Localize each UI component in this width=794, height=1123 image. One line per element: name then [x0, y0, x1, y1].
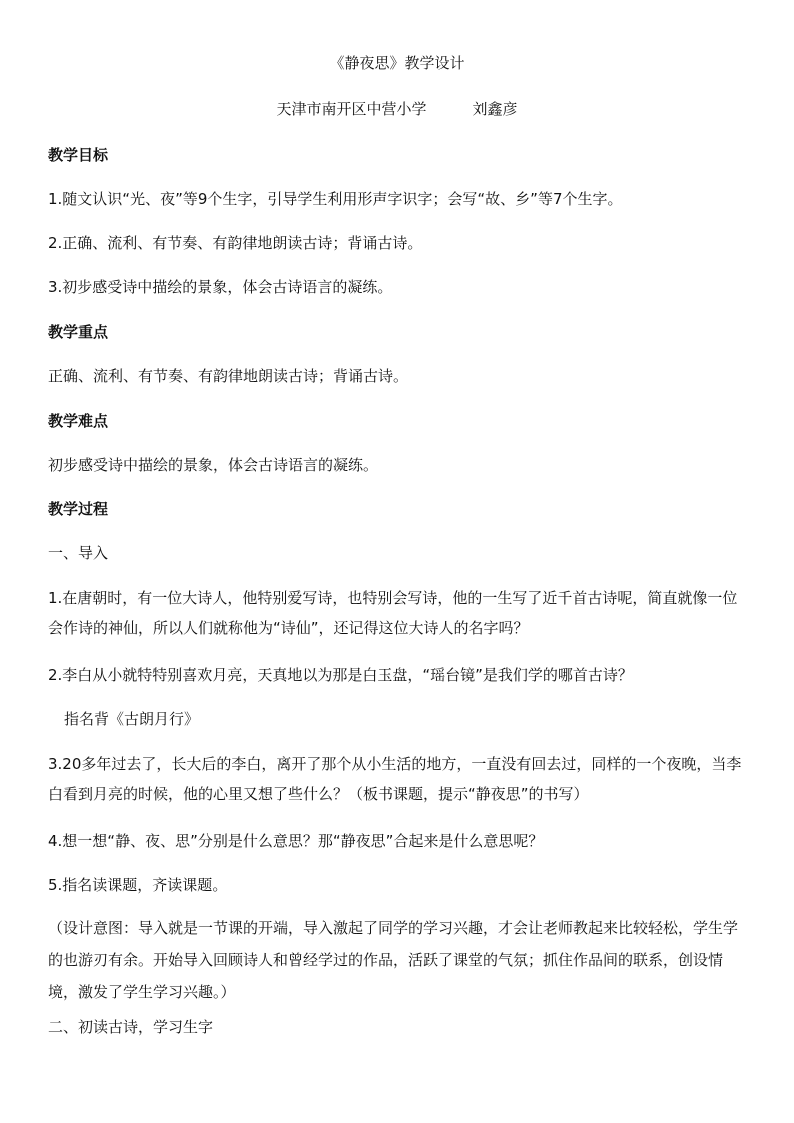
key-points-heading: 教学重点 — [48, 323, 109, 341]
process-step-5: 5.指名读课题，齐读课题。 — [48, 876, 228, 894]
difficulties-heading: 教学难点 — [48, 412, 109, 430]
key-points-text: 正确、流利、有节奏、有韵律地朗读古诗；背诵古诗。 — [48, 367, 409, 385]
difficulties-text: 初步感受诗中描绘的景象，体会古诗语言的凝练。 — [48, 456, 379, 474]
part1-title: 一、导入 — [48, 544, 109, 562]
author-line — [0, 99, 794, 119]
goal-item-3: 3.初步感受诗中描绘的景象，体会古诗语言的凝练。 — [48, 278, 393, 296]
document-title: 《静夜思》教学设计 — [329, 54, 465, 72]
process-step-4: 4.想一想“静、夜、思”分别是什么意思？那“静夜思”合起来是什么意思呢？ — [48, 832, 544, 850]
part2-title: 二、初读古诗，学习生字 — [48, 1018, 214, 1036]
school-name: 天津市南开区中营小学 — [276, 100, 427, 118]
goal-item-2: 2.正确、流利、有节奏、有韵律地朗读古诗；背诵古诗。 — [48, 234, 423, 252]
process-step-1: 1.在唐朝时，有一位大诗人，他特别爱写诗，也特别会写诗，他的一生写了近千首古诗呢，简直就像一位会作诗的神仙，所以人们就称他为“诗仙”，还记得这位大诗人的名字吗？ — [48, 589, 738, 637]
goal-item-1: 1.随文认识“光、夜”等9个生字，引导学生利用形声字识字；会写“故、乡”等7个生字。 — [48, 190, 623, 208]
design-note: （设计意图：导入就是一节课的开端，导入激起了同学的学习兴趣，才会让老师教起来比较轻松，学生学的也游刃有余。开始导入回顾诗人和曾经学过的作品，活跃了课堂的气氛；抓住作品间的联系，创设情境，激发了学生学习兴趣。） — [48, 919, 739, 1001]
process-step-3: 3.20多年过去了，长大后的李白，离开了那个从小生活的地方，一直没有回去过，同样的一个夜晚，当李白看到月亮的时候，他的心里又想了些什么？（板书课题，提示“静夜思”的书写） — [48, 755, 742, 803]
process-step-recite: 指名背《古朗月行》 — [64, 710, 200, 728]
goals-heading: 教学目标 — [48, 146, 109, 164]
process-step-2: 2.李白从小就特特别喜欢月亮，天真地以为那是白玉盘，“瑶台镜”是我们学的哪首古诗？ — [48, 666, 633, 684]
process-heading: 教学过程 — [48, 500, 109, 518]
author-name: 刘鑫彦 — [472, 100, 518, 118]
